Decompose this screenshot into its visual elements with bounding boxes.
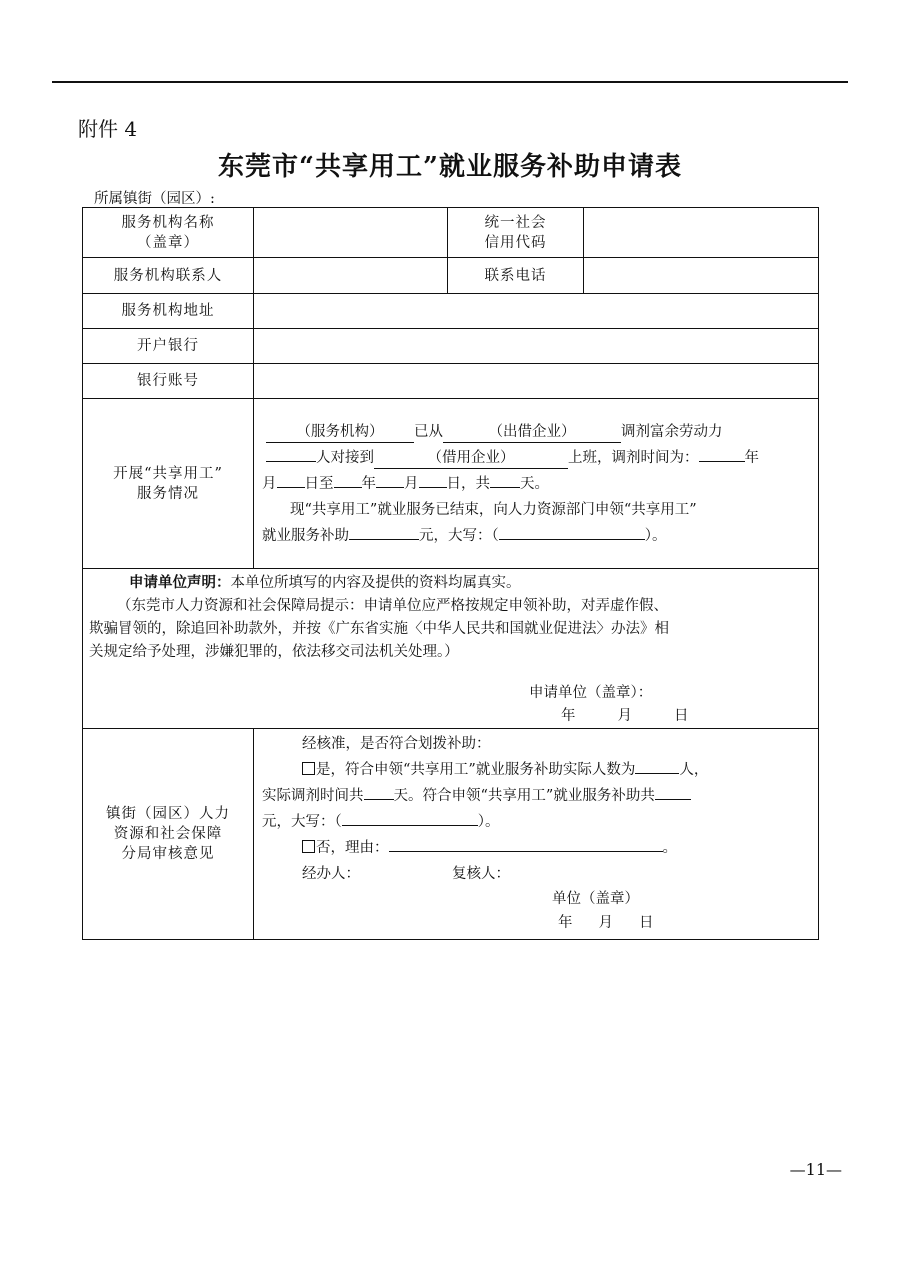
attachment-label: 附件 4 [78, 117, 138, 141]
people-blank[interactable] [266, 461, 316, 462]
account-field[interactable] [254, 364, 819, 399]
approve-checkbox[interactable] [302, 762, 315, 775]
bank-field[interactable] [254, 329, 819, 364]
subsidy-capital-blank[interactable] [499, 539, 645, 540]
form-title: 东莞市“共享用工”就业服务补助申请表 [218, 152, 682, 182]
handler-label: 经办人： [302, 866, 360, 882]
borrower-blank[interactable]: （借用企业） [374, 448, 568, 469]
bank-label: 开户银行 [83, 329, 254, 364]
account-label: 银行账号 [83, 364, 254, 399]
actual-days-blank[interactable] [364, 799, 394, 800]
checker-label: 复核人： [452, 866, 510, 882]
top-rule [52, 81, 848, 83]
contact-label: 服务机构联系人 [83, 258, 254, 294]
address-field[interactable] [254, 294, 819, 329]
start-year-blank[interactable] [699, 461, 745, 462]
org-name-label: 服务机构名称 （盖章） [83, 208, 254, 258]
end-month-blank[interactable] [376, 487, 404, 488]
total-days-blank[interactable] [490, 487, 520, 488]
town-label: 所属镇街（园区）: [94, 191, 215, 207]
start-month-blank[interactable] [277, 487, 305, 488]
org-name-field[interactable] [254, 208, 448, 258]
reject-reason-blank[interactable] [389, 851, 663, 852]
review-cell: 经核准，是否符合划拨补助： 是，符合申领“共享用工”就业服务补助实际人数为 人， 实际调剂时间共 天。符合申领“共享用工”就业服务补助共 元，大写：（ ）。 否，理由： 。 经办人： 复核人： 单位（盖章） 年 月 日 [254, 729, 819, 940]
phone-label: 联系电话 [448, 258, 584, 294]
credit-code-field[interactable] [584, 208, 819, 258]
lender-blank[interactable]: （出借企业） [443, 422, 621, 443]
application-form-table [82, 207, 819, 940]
contact-field[interactable] [254, 258, 448, 294]
end-day-blank[interactable] [419, 487, 447, 488]
service-cell: （服务机构） 已从 （出借企业） 调剂富余劳动力 人对接到 （借用企业） 上班，调剂时间为： 年 月 日至 年 月 日，共 天。 现“共享用工”就业服务已结束，向人力资源部门申领“共享用工” 就业服务补助 元，大写：（ ）。 [254, 399, 819, 569]
page-number: —11— [789, 1160, 842, 1179]
address-label: 服务机构地址 [83, 294, 254, 329]
review-label: 镇街（园区）人力 资源和社会保障 分局审核意见 [83, 729, 254, 940]
service-ended-text: 现“共享用工”就业服务已结束，向人力资源部门申领“共享用工” [290, 501, 697, 518]
review-unit: 单位（盖章） [552, 891, 639, 907]
end-year-blank[interactable] [334, 487, 362, 488]
approved-capital-blank[interactable] [342, 825, 478, 826]
approved-amount-blank[interactable] [655, 799, 691, 800]
subsidy-amount-blank[interactable] [349, 539, 419, 540]
service-label: 开展“共享用工” 服务情况 [83, 399, 254, 569]
declaration-cell: 申请单位声明：本单位所填写的内容及提供的资料均属真实。 （东莞市人力资源和社会保障局提示：申请单位应严格按规定申领补助，对弄虚作假、 欺骗冒领的，除追回补助款外，并按《广东省实施〈中华人民共和国就业促进法〉办法》相 关规定给予处理，涉嫌犯罪的，依法移交司法机关处理。） 申请单位（盖章）： 年 月 日 [83, 569, 819, 729]
declaration-sign: 申请单位（盖章）： [529, 685, 653, 701]
reject-checkbox[interactable] [302, 840, 315, 853]
actual-people-blank[interactable] [635, 773, 679, 774]
phone-field[interactable] [584, 258, 819, 294]
service-org-blank[interactable]: （服务机构） [266, 422, 414, 443]
credit-code-label: 统一社会 信用代码 [448, 208, 584, 258]
